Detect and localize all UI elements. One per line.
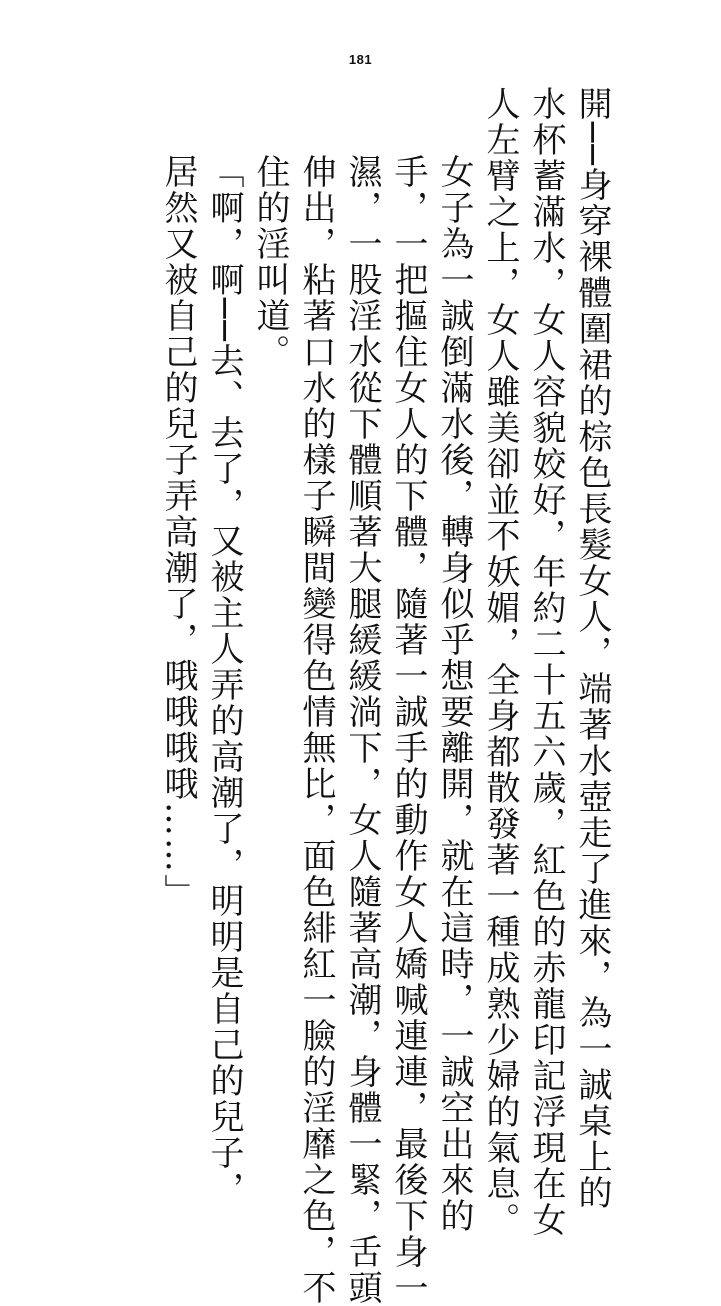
text-line: 女子為一誠倒滿水後，轉身似乎想要離開，就在這時，一誠空出來的 bbox=[434, 154, 474, 1234]
text-line: 手，一把摳住女人的下體，隨著一誠手的動作女人嬌喊連連，最後下身一 bbox=[388, 154, 428, 1306]
text-line: 開──身穿裸體圍裙的棕色長髮女人，端著水壺走了進來，為一誠桌上的 bbox=[572, 86, 612, 1211]
text-line: 住的淫叫道。 bbox=[250, 154, 290, 370]
text-line: 「啊，啊──去、去了，又被主人弄的高潮了，明明是自己的兒子， bbox=[204, 154, 244, 1207]
text-line: 濕，一股淫水從下體順著大腿緩緩淌下，女人隨著高潮，身體一緊，舌頭 bbox=[342, 154, 382, 1306]
paragraph bbox=[477, 86, 615, 1238]
paragraph bbox=[155, 86, 247, 1207]
text-line: 居然又被自己的兒子弄高潮了，哦哦哦哦……」 bbox=[158, 154, 198, 910]
text-line: 人左臂之上，女人雖美卻並不妖媚，全身都散發著一種成熟少婦的氣息。 bbox=[480, 86, 520, 1238]
text-line: 水杯蓄滿水，女人容貌姣好，年約二十五六歲，紅色的赤龍印記浮現在女 bbox=[526, 86, 566, 1238]
text-line: 伸出，粘著口水的樣子瞬間變得色情無比，面色緋紅一臉的淫靡之色，不 bbox=[296, 154, 336, 1306]
body-text bbox=[155, 86, 615, 1306]
page-number: 181 bbox=[348, 52, 373, 67]
paragraph bbox=[247, 86, 477, 1306]
